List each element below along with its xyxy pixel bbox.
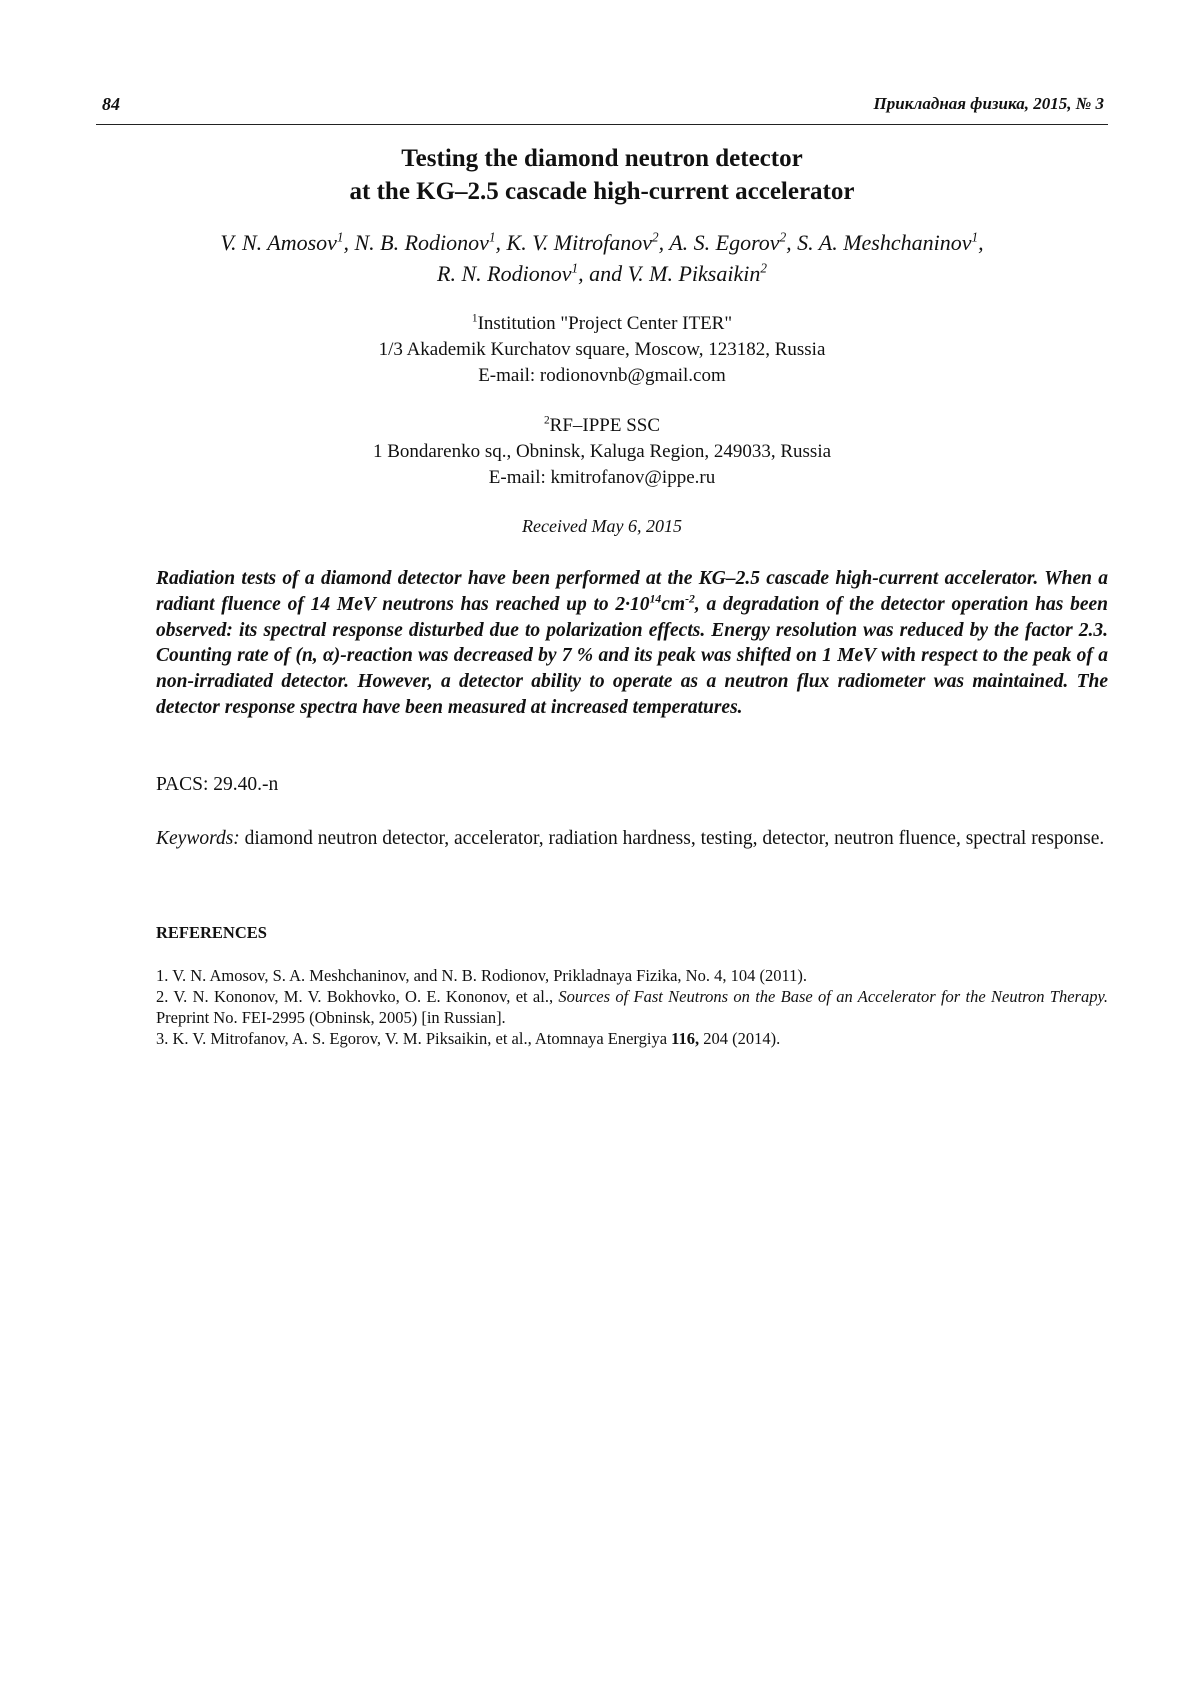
author-name: A. S. Egorov — [669, 230, 780, 255]
reference-details: 204 (2014). — [699, 1029, 781, 1048]
author-separator: , — [978, 230, 984, 255]
reference-list — [156, 965, 1108, 1049]
page-number: 84 — [102, 94, 120, 114]
reference-item — [156, 986, 1108, 1028]
title-line-1: Testing the diamond neutron detector — [401, 145, 803, 172]
title-line-2: at the KG–2.5 cascade high-current accelerator — [349, 178, 855, 205]
reference-item — [156, 1028, 1108, 1049]
author-affiliation-mark: 2 — [651, 229, 659, 245]
author-name: K. V. Mitrofanov — [506, 230, 652, 255]
affiliation-name — [96, 413, 1108, 439]
author-name: V. N. Amosov — [220, 230, 337, 255]
abstract-part: , a degradation of the detector operation has been observed: its spectral response disturbed due to polarization effects. Energy resolution was reduced by the factor 2.3. Counting rate of (n, α)-reaction was decreased by 7 % and its peak was shifted on 1 MeV with respect to the peak of a non-irradiated detector. However, a detector ability to operate as a neutron flux radiometer was maintained. The detector response spectra have been measured at increased temperatures. — [156, 593, 1108, 718]
affiliation-address: 1 Bondarenko sq., Obninsk, Kaluga Region, 249033, Russia — [372, 441, 832, 462]
reference-title: Sources of Fast Neutrons on the Base of an Accelerator for the Neutron Therapy. — [558, 987, 1108, 1006]
author-separator: , — [495, 230, 507, 255]
author-separator: , and — [578, 261, 628, 286]
abstract-text — [156, 566, 1108, 721]
author-name: S. A. Meshchaninov — [797, 230, 972, 255]
reference-authors: 2. V. N. Kononov, M. V. Bokhovko, O. E. Kononov, et al., — [156, 987, 559, 1006]
author-line-1 — [96, 227, 1108, 258]
keywords — [156, 826, 1108, 852]
affiliation-name — [96, 311, 1108, 337]
author-affiliation-mark: 1 — [971, 229, 979, 245]
abstract-exponent: 14 — [649, 592, 662, 606]
affiliation-2 — [96, 413, 1108, 491]
author-separator: , — [658, 230, 670, 255]
author-separator: , — [786, 230, 798, 255]
article-title — [96, 142, 1108, 208]
author-affiliation-mark: 2 — [779, 229, 787, 245]
affiliation-mark: 2 — [543, 414, 550, 427]
author-affiliation-mark: 1 — [488, 229, 496, 245]
abstract-part: cm — [661, 593, 686, 615]
author-affiliation-mark: 1 — [336, 229, 344, 245]
author-name: R. N. Rodionov — [437, 261, 572, 286]
abstract-part: Radiation tests of a diamond detector have been performed at the KG–2.5 cascade high-current accelerator. When a radiant fluence of 14 MeV neutrons has reached up to 2·10 — [156, 568, 1108, 615]
author-separator: , — [343, 230, 355, 255]
author-line-2 — [96, 258, 1108, 289]
reference-volume: 116, — [671, 1029, 700, 1048]
author-affiliation-mark: 1 — [571, 260, 579, 276]
keywords-label: Keywords: — [156, 828, 240, 849]
abstract-exponent: -2 — [685, 592, 695, 606]
affiliation-institution: RF–IPPE SSC — [549, 415, 661, 436]
received-date: Received May 6, 2015 — [522, 516, 682, 536]
journal-citation: Прикладная физика, 2015, № 3 — [873, 94, 1104, 113]
author-affiliation-mark: 2 — [760, 260, 767, 276]
reference-authors: 3. K. V. Mitrofanov, A. S. Egorov, V. M. Piksaikin, et al., Atomnaya Energiya — [156, 1029, 672, 1048]
affiliation-email: E-mail: kmitrofanov@ippe.ru — [488, 467, 716, 488]
affiliation-1 — [96, 311, 1108, 389]
pacs-code: PACS: 29.40.-n — [156, 774, 279, 795]
reference-item: 1. V. N. Amosov, S. A. Meshchaninov, and N. B. Rodionov, Prikladnaya Fizika, No. 4, 104 (2011). — [156, 966, 807, 985]
affiliation-institution: Institution "Project Center ITER" — [477, 313, 733, 334]
author-name: V. M. Piksaikin — [627, 261, 761, 286]
reference-details: Preprint No. FEI-2995 (Obninsk, 2005) [in Russian]. — [156, 1008, 506, 1027]
author-list — [96, 227, 1108, 289]
author-name: N. B. Rodionov — [354, 230, 489, 255]
references-heading: REFERENCES — [156, 923, 267, 942]
affiliation-address: 1/3 Akademik Kurchatov square, Moscow, 123182, Russia — [378, 339, 826, 360]
keywords-text: diamond neutron detector, accelerator, radiation hardness, testing, detector, neutron fluence, spectral response. — [239, 828, 1105, 849]
header-divider — [96, 124, 1108, 125]
affiliation-mark: 1 — [471, 312, 478, 325]
affiliation-email: E-mail: rodionovnb@gmail.com — [478, 365, 726, 386]
abstract — [156, 566, 1108, 721]
